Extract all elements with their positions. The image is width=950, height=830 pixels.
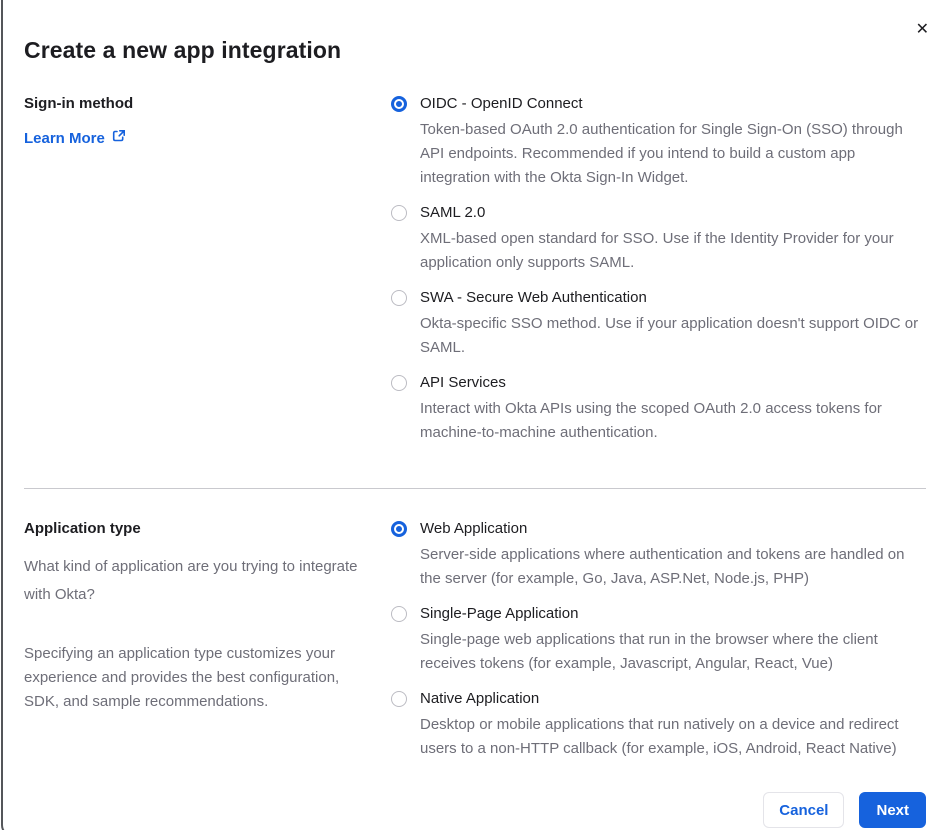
option-web-application-label[interactable]: Web Application (420, 520, 528, 537)
signin-method-left-column (24, 94, 367, 445)
signin-method-section (24, 94, 926, 445)
application-type-question: What kind of application are you trying to integrate with Okta? (24, 558, 358, 603)
option-swa-description: Okta-specific SSO method. Use if your application doesn't support OIDC or SAML. (420, 315, 919, 356)
radio-saml[interactable] (391, 205, 407, 221)
external-link-icon (112, 129, 126, 147)
option-single-page-application[interactable] (391, 604, 926, 676)
dialog-footer (24, 792, 926, 828)
option-swa[interactable] (391, 288, 926, 360)
option-saml[interactable] (391, 203, 926, 275)
application-type-explanation: Specifying an application type customizes your experience and provides the best configuration, SDK, and sample recommendations. (24, 645, 340, 710)
option-api-services-label[interactable]: API Services (420, 374, 506, 391)
radio-swa[interactable] (391, 290, 407, 306)
signin-method-label: Sign-in method (24, 95, 134, 112)
application-type-label: Application type (24, 520, 141, 537)
radio-api-services[interactable] (391, 375, 407, 391)
option-saml-label[interactable]: SAML 2.0 (420, 204, 486, 221)
option-native-application[interactable] (391, 689, 926, 761)
option-swa-label[interactable]: SWA - Secure Web Authentication (420, 289, 647, 306)
application-type-left-column (24, 519, 367, 761)
option-api-services[interactable] (391, 373, 926, 445)
option-saml-description: XML-based open standard for SSO. Use if the Identity Provider for your application only supports SAML. (420, 230, 894, 271)
option-oidc-description: Token-based OAuth 2.0 authentication for Single Sign-On (SSO) through API endpoints. Recommended if you intend to build a custom app integration with the Okta Sign-In Widget. (420, 121, 903, 186)
option-single-page-application-description: Single-page web applications that run in the browser where the client receives tokens (for example, Javascript, Angular, React, Vue) (420, 631, 878, 672)
radio-oidc[interactable] (391, 96, 407, 112)
section-divider (24, 488, 926, 489)
option-single-page-application-label[interactable]: Single-Page Application (420, 605, 579, 622)
cancel-button[interactable]: Cancel (763, 792, 844, 828)
learn-more-label: Learn More (24, 129, 105, 147)
option-web-application-description: Server-side applications where authentication and tokens are handled on the server (for example, Go, Java, ASP.Net, Node.js, PHP) (420, 546, 905, 587)
option-oidc[interactable] (391, 94, 926, 190)
application-type-section (24, 519, 926, 761)
dialog-title: Create a new app integration (24, 37, 342, 63)
radio-web-application[interactable] (391, 521, 407, 537)
option-native-application-description: Desktop or mobile applications that run natively on a device and redirect users to a non-HTTP callback (for example, iOS, Android, React Native) (420, 716, 899, 757)
close-icon[interactable]: ✕ (915, 21, 929, 38)
learn-more-link[interactable] (24, 129, 126, 147)
option-web-application[interactable] (391, 519, 926, 591)
option-api-services-description: Interact with Okta APIs using the scoped OAuth 2.0 access tokens for machine-to-machine authentication. (420, 400, 882, 441)
application-type-options (391, 519, 926, 761)
radio-native-application[interactable] (391, 691, 407, 707)
next-button[interactable]: Next (859, 792, 926, 828)
signin-method-options (391, 94, 926, 445)
option-native-application-label[interactable]: Native Application (420, 690, 540, 707)
option-oidc-label[interactable]: OIDC - OpenID Connect (420, 95, 583, 112)
radio-single-page-application[interactable] (391, 606, 407, 622)
